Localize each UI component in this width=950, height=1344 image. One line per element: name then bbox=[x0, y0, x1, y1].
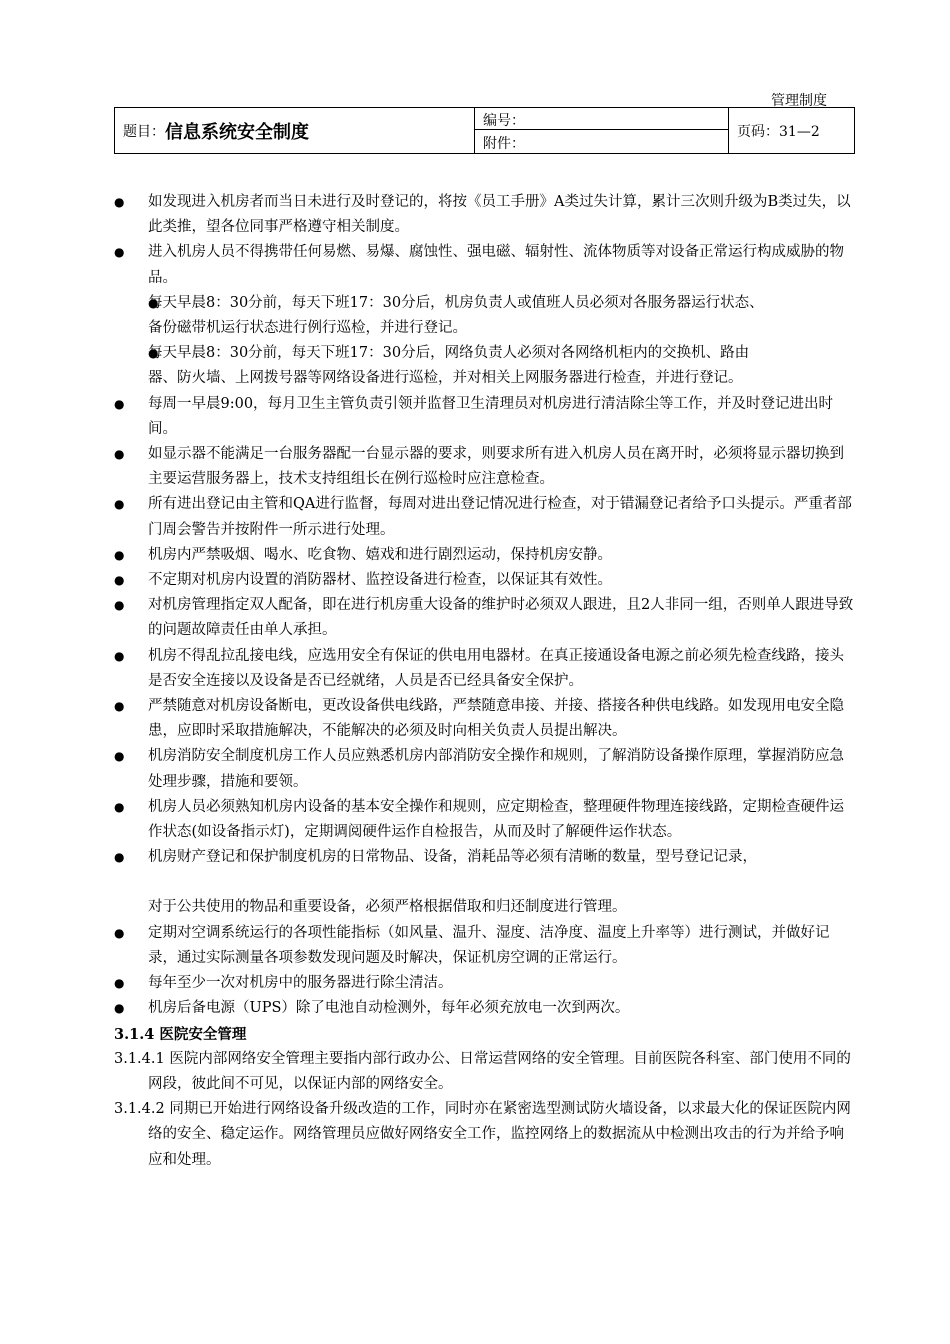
bullet-continuation: 对于公共使用的物品和重要设备，必须严格根据借取和归还制度进行管理。 bbox=[148, 899, 627, 916]
section-paragraph: 3.1.4.1 医院内部网络安全管理主要指内部行政办公、日常运营网络的安全管理。目前医院各科室、部门使用不同的网段，彼此间不可见，以保证内部的网络安全。 bbox=[114, 1050, 851, 1092]
bullet-continuation: 器、防火墙、上网拨号器等网络设备进行巡检，并对相关上网服务器进行检查，并进行登记。 bbox=[148, 370, 743, 387]
bullet-item: ● 机房消防安全制度机房工作人员应熟悉机房内部消防安全操作和规则，了解消防设备操作原理，掌握消防应急处理步骤，措施和要领。 bbox=[114, 744, 854, 794]
bullet-text: 每天早晨8：30分前，每天下班17：30分后，网络负责人必须对各网络机柜内的交换机、路由 bbox=[148, 345, 750, 362]
section-heading: 3.1.4 医院安全管理 bbox=[114, 1025, 247, 1043]
section-paragraph: 3.1.4.2 同期已开始进行网络设备升级改造的工作，同时亦在紧密选型测试防火墙设备，以求最大化的保证医院内网络的安全、稳定运作。网络管理员应做好网络安全工作，监控网络上的数据流从中检测出攻击的行为并给予响应和处理。 bbox=[114, 1101, 851, 1168]
bullet-item: ● 进入机房人员不得携带任何易燃、易爆、腐蚀性、强电磁、辐射性、流体物质等对设备正常运行构成威胁的物品。 bbox=[114, 240, 854, 290]
title-label: 题目： bbox=[123, 123, 165, 140]
bullet-continuation: 备份磁带机运行状态进行例行巡检，并进行登记。 bbox=[148, 320, 467, 337]
bullet-item: ● 机房内严禁吸烟、喝水、吃食物、嬉戏和进行剧烈运动，保持机房安静。 bbox=[114, 543, 854, 568]
bullet-item: ● 每周一早晨9:00，每月卫生主管负责引领并监督卫生清理员对机房进行清洁除尘等工作，并及时登记进出时间。 bbox=[114, 392, 854, 442]
bullet-item bbox=[114, 291, 854, 341]
bullet-item: ● 所有进出登记由主管和QA进行监督，每周对进出登记情况进行检查，对于错漏登记者给予口头提示。严重者部门周会警告并按附件一所示进行处理。 bbox=[114, 492, 854, 542]
bullet-item: ● 严禁随意对机房设备断电，更改设备供电线路，严禁随意串接、并接、搭接各种供电线路。如发现用电安全隐患，应即时采取措施解决，不能解决的必须及时向相关负责人员提出解决。 bbox=[114, 694, 854, 744]
bullet-item: ● 机房人员必须熟知机房内设备的基本安全操作和规则，应定期检查，整理硬件物理连接线路，定期检查硬件运作状态(如设备指示灯)，定期调阅硬件运作自检报告，从而及时了解硬件运作状态。 bbox=[114, 795, 854, 845]
title-cell bbox=[115, 108, 475, 153]
document-type: 管理制度 bbox=[771, 93, 827, 109]
bullet-item: ● 机房不得乱拉乱接电线，应选用安全有保证的供电用电器材。在真正接通设备电源之前必须先检查线路，接头是否安全连接以及设备是否已经就绪，人员是否已经具备安全保护。 bbox=[114, 644, 854, 694]
bullet-item: ● 定期对空调系统运行的各项性能指标（如风量、温升、湿度、洁净度、温度上升率等）进行测试，并做好记录，通过实际测量各项参数发现问题及时解决，保证机房空调的正常运行。 bbox=[114, 921, 854, 971]
bullet-text: 每天早晨8：30分前，每天下班17：30分后，机房负责人或值班人员必须对各服务器运行状态、 bbox=[148, 294, 764, 311]
attachment-field: 附件： bbox=[475, 130, 729, 153]
header-table bbox=[114, 107, 855, 154]
bullet-item bbox=[114, 341, 854, 391]
bullet-item: ● 如显示器不能满足一台服务器配一台显示器的要求，则要求所有进入机房人员在离开时，必须将显示器切换到主要运营服务器上，技术支持组组长在例行巡检时应注意检查。 bbox=[114, 442, 854, 492]
bullet-item: ● 如发现进入机房者而当日未进行及时登记的，将按《员工手册》A类过失计算，累计三次则升级为B类过失，以此类推，望各位同事严格遵守相关制度。 bbox=[114, 190, 854, 240]
bullet-item: ● 对机房管理指定双人配备，即在进行机房重大设备的维护时必须双人跟进，且2人非同一组，否则单人跟进导致的问题故障责任由单人承担。 bbox=[114, 593, 854, 643]
number-field: 编号： bbox=[475, 108, 729, 130]
document-body bbox=[114, 190, 854, 1173]
bullet-item bbox=[114, 845, 854, 870]
bullet-item: ● 机房后备电源（UPS）除了电池自动检测外，每年必须充放电一次到两次。 bbox=[114, 996, 854, 1021]
document-title: 信息系统安全制度 bbox=[165, 121, 309, 143]
page-number: 页码：31—2 bbox=[737, 123, 820, 140]
bullet-text: 机房财产登记和保护制度机房的日常物品、设备，消耗品等必须有清晰的数量，型号登记记录， bbox=[148, 849, 757, 866]
bullet-item: ● 每年至少一次对机房中的服务器进行除尘清洁。 bbox=[114, 971, 854, 996]
bullet-item: ● 不定期对机房内设置的消防器材、监控设备进行检查，以保证其有效性。 bbox=[114, 568, 854, 593]
